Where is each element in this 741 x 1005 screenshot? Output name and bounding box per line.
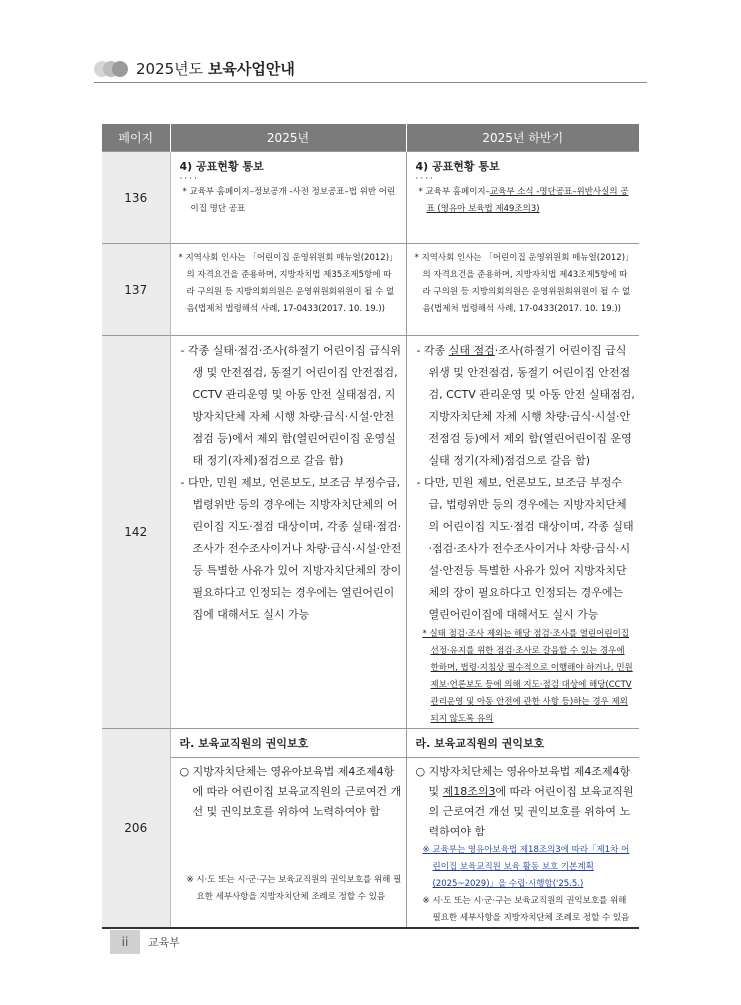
cell-2025 xyxy=(170,244,406,336)
cell-2025-h2 xyxy=(406,336,639,729)
note: * 교육부 홈페이지–교육부 소식 -명단공표–위반사실의 공표 (영유아 보육법 제49조의3) xyxy=(418,187,629,214)
cell-2025 xyxy=(170,152,406,244)
dash-item: - 각종 실태·점검·조사(하절기 어린이집 급식위생 및 안전점검, 동절기 어린이집 안전점검, CCTV 관리운영 및 아동 안전 실태점검, 지방자치단체 자체 시행 차량·급식·시설·안전점검 등)에서 제외 함(열린어린이집 운영실태 정기(자체)점검으로 갈음 함) xyxy=(180,344,402,467)
col-header-2025: 2025년 xyxy=(170,124,406,152)
footer-page-number: ii xyxy=(110,930,140,954)
cell-2025-h2 xyxy=(406,244,639,336)
footer-org: 교육부 xyxy=(148,936,180,949)
reference-note: ※ 교육부는 영유아보육법 제18조의3에 따라「제1차 어린이집 보육교직원 보육 활동 보호 기본계획(2025~2029)」을 수립·시행함('25.5.) xyxy=(422,845,630,889)
bullet-item: ○ 지방자치단체는 영유아보육법 제4조제4항에 따라 어린이집 보육교직원의 근로여건 개선 및 권익보호를 위하여 노력하여야 함 xyxy=(179,765,402,818)
page-footer xyxy=(110,930,180,954)
circle-bullet-icon: ○ xyxy=(415,765,429,778)
note: * 지역사회 인사는 「어린이집 운영위원회 매뉴얼(2012)」의 자격요건을 준용하며, 지방자치법 제43조제5항에 따라 구의원 등 지방의회의원은 운영위원회위원이 될 수 없음(법제처 법령해석 사례, 17-0433(2017. 10. 19.)) xyxy=(414,253,631,314)
bullet-item: ○ 지방자치단체는 영유아보육법 제4조제4항 및 제18조의3에 따라 어린이집 보육교직원의 근로여건 개선 및 권익보호를 위하여 노력하여야 함 xyxy=(415,765,634,838)
col-header-2025-h2: 2025년 하반기 xyxy=(406,124,639,152)
header-rule xyxy=(94,82,647,83)
header-title: 2025년도 보육사업안내 xyxy=(136,60,295,78)
page-number: 206 xyxy=(102,729,170,929)
circle-bullet-icon: ○ xyxy=(179,765,193,778)
dash-item: - 다만, 민원 제보, 언론보도, 보조금 부정수급, 법령위반 등의 경우에는 지방자치단체의 어린이집 지도·점검 대상이며, 각종 실태·점검·조사가 전수조사이거나 차량·급식·시설·안전등 특별한 사유가 있어 지방자치단체의 장이 필요하다고 인정되는 경우에는 열린어린이집에 대해서도 실시 가능 xyxy=(416,476,634,621)
section-heading: 4) 공표현황 통보 xyxy=(179,160,264,173)
note: * 지역사회 인사는 「어린이집 운영위원회 매뉴얼(2012)」의 자격요건을 준용하며, 지방자치법 제35조제5항에 따라 구의원 등 지방의회의원은 운영위원회위원이 될 수 없음(법제처 법령해석 사례, 17-0433(2017. 10. 19.)) xyxy=(178,253,398,314)
dash-item: - 각종 실태 점검·조사(하절기 어린이집 급식위생 및 안전점검, 동절기 어린이집 안전점검, CCTV 관리운영 및 아동 안전 실태점검, 지방자치단체 자체 시행 차량·급식·시설·안전점검 등)에서 제외 함(열린어린이집 운영실태 정기(자체)점검으로 갈음 함) xyxy=(416,344,635,467)
page-number: 136 xyxy=(102,152,170,244)
dash-item: - 다만, 민원 제보, 언론보도, 보조금 부정수급, 법령위반 등의 경우에는 지방자치단체의 어린이집 지도·점검 대상이며, 각종 실태·점검·조사가 전수조사이거나 차량·급식·시설·안전등 특별한 사유가 있어 지방자치단체의 장이 필요하다고 인정되는 경우에는 열린어린이집에 대해서도 실시 가능 xyxy=(180,476,402,621)
table-row xyxy=(102,244,639,336)
note: * 실태 점검·조사 제외는 해당 점검·조사를 열린어린이집 선정·유지를 위한 점검·조사로 갈음할 수 있는 경우에 한하며, 법령·지침상 필수적으로 이행해야 하거나, 민원제보·언론보도 등에 의해 지도·점검 대상에 해당(CCTV 관리운영 및 아동 안전에 관한 사항 등)하는 경우 제외되지 않도록 유의 xyxy=(422,629,633,724)
page-number: 137 xyxy=(102,244,170,336)
table-header-row xyxy=(102,124,639,152)
comparison-table xyxy=(102,124,639,929)
reference-note: ※ 시·도 또는 시·군·구는 보육교직원의 권익보호를 위해 필요한 세부사항을 지방자치단체 조례로 정할 수 있음 xyxy=(422,896,630,923)
header-circle-icon xyxy=(112,61,128,77)
col-header-page: 페이지 xyxy=(102,124,170,152)
reference-note: ※ 시·도 또는 시·군·구는 보육교직원의 권익보호를 위해 필요한 세부사항을 지방자치단체 조례로 정할 수 있음 xyxy=(186,875,402,902)
note: * 교육부 홈페이지–정보공개 -사전 정보공표–법 위반 어린이집 명단 공표 xyxy=(182,187,396,214)
cell-2025 xyxy=(170,729,406,929)
cell-2025-h2 xyxy=(406,729,639,929)
section-heading: 라. 보육교직원의 권익보호 xyxy=(407,729,640,758)
cell-2025 xyxy=(170,336,406,729)
section-heading: 4) 공표현황 통보 xyxy=(415,160,500,173)
table-row xyxy=(102,152,639,244)
page-number: 142 xyxy=(102,336,170,729)
ellipsis: ···· xyxy=(415,174,435,184)
section-heading: 라. 보육교직원의 권익보호 xyxy=(171,729,406,758)
cell-2025-h2 xyxy=(406,152,639,244)
table-row xyxy=(102,336,639,729)
ellipsis: ···· xyxy=(179,174,199,184)
table-row xyxy=(102,729,639,929)
